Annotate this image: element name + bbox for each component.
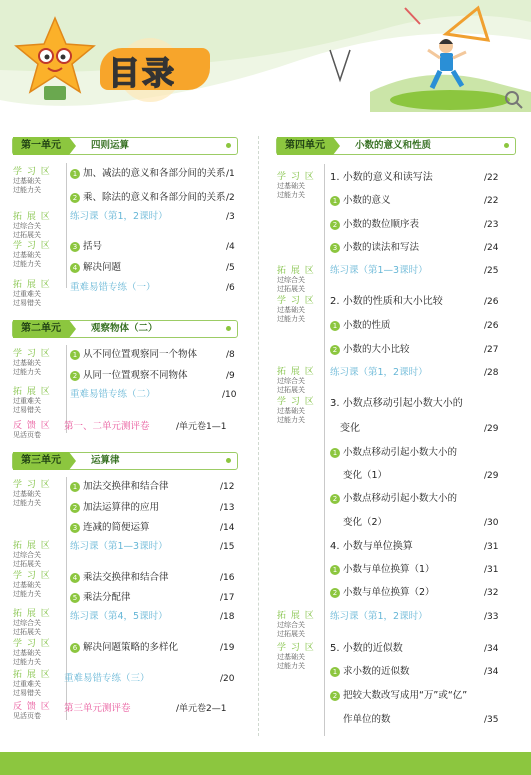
rule <box>324 164 325 736</box>
side-label: 学 习 区 <box>277 172 315 182</box>
side-label: 拓 展 区 <box>13 541 51 551</box>
page-number: /8 <box>226 350 235 360</box>
page-number: /33 <box>484 612 499 622</box>
page-number: /19 <box>220 643 235 653</box>
toc-item[interactable]: 2 把较大数改写成用“万”或“亿” <box>330 690 467 702</box>
toc-item[interactable]: 1 加法交换律和结合律 <box>70 481 169 493</box>
page-number: /29 <box>484 471 499 481</box>
toc-section[interactable]: 5. 小数的近似数 <box>330 643 403 654</box>
page-number: /3 <box>226 212 235 222</box>
page-number: /9 <box>226 371 235 381</box>
page-number: /13 <box>220 503 235 513</box>
side-label: 学 习 区 <box>13 241 51 251</box>
side-label: 学 习 区 <box>13 349 51 359</box>
page-number: /1 <box>226 169 235 179</box>
side-label: 拓 展 区 <box>13 212 51 222</box>
page-number: /32 <box>484 588 499 598</box>
page-number: /5 <box>226 263 235 273</box>
page-number: /28 <box>484 368 499 378</box>
side-sub: 过拓展关 <box>277 386 305 394</box>
unit-4-tag: 第四单元 <box>277 137 333 155</box>
toc-item[interactable]: 2 小数的数位顺序表 <box>330 219 419 231</box>
side-label: 拓 展 区 <box>277 611 315 621</box>
toc-item[interactable]: 第三单元测评卷 <box>64 703 131 714</box>
toc-section[interactable]: 2. 小数的性质和大小比较 <box>330 296 443 307</box>
svg-text:2: 2 <box>490 73 496 83</box>
page-number: /22 <box>484 196 499 206</box>
page-number: /31 <box>484 565 499 575</box>
page-number: /10 <box>222 390 237 400</box>
side-sub: 过综合关 <box>13 222 41 230</box>
unit-1-name: 四则运算 <box>91 140 130 151</box>
unit-3-name: 运算律 <box>91 455 120 466</box>
toc-item[interactable]: 3 连减的简便运算 <box>70 522 150 534</box>
side-sub: 过重难关 <box>13 680 41 688</box>
toc-item-cont[interactable]: 变化（1） <box>343 470 388 481</box>
page-number: /27 <box>484 345 499 355</box>
side-label: 学 习 区 <box>13 480 51 490</box>
side-sub: 过综合关 <box>277 621 305 629</box>
side-sub: 过基础关 <box>13 581 41 589</box>
side-sub: 过拓展关 <box>13 231 41 239</box>
page-number: /29 <box>484 424 499 434</box>
unit-2-header <box>12 320 238 338</box>
toc-item[interactable]: 2 小数的大小比较 <box>330 344 410 356</box>
toc-item[interactable]: 重难易错专练（一） <box>70 282 156 293</box>
side-sub: 过拓展关 <box>13 628 41 636</box>
page-number: /14 <box>220 523 235 533</box>
unit-2-tag: 第二单元 <box>13 320 69 338</box>
side-label: 学 习 区 <box>277 397 315 407</box>
page-number: /23 <box>484 220 499 230</box>
unit-4-name: 小数的意义和性质 <box>355 140 432 151</box>
toc-item[interactable]: 练习课（第1—3课时） <box>330 265 428 276</box>
unit-1-header <box>12 137 238 155</box>
toc-item[interactable]: 2 加法运算律的应用 <box>70 502 159 514</box>
rule <box>66 345 67 433</box>
side-sub: 过易错关 <box>13 689 41 697</box>
side-sub: 过基础关 <box>277 407 305 415</box>
toc-item[interactable]: 第一、二单元测评卷 <box>64 421 150 432</box>
page-title: 目录 <box>108 54 177 92</box>
side-sub: 见活页卷 <box>13 712 41 720</box>
side-label: 拓 展 区 <box>13 609 51 619</box>
page-number: /6 <box>226 283 235 293</box>
footer-band <box>0 752 531 775</box>
toc-section[interactable]: 3. 小数点移动引起小数大小的 <box>330 398 463 409</box>
page-number: /16 <box>220 573 235 583</box>
toc-item[interactable]: 1 小数的性质 <box>330 320 391 332</box>
side-sub: 过拓展关 <box>13 560 41 568</box>
unit-3-tag: 第三单元 <box>13 452 69 470</box>
side-sub: 过重难关 <box>13 397 41 405</box>
toc-item[interactable]: 2 从同一位置观察不同物体 <box>70 370 188 382</box>
page-number: /2 <box>226 193 235 203</box>
side-sub: 过能力关 <box>13 658 41 666</box>
side-sub: 过基础关 <box>277 653 305 661</box>
toc-item-cont[interactable]: 变化（2） <box>343 517 388 528</box>
side-sub: 过基础关 <box>13 359 41 367</box>
side-sub: 过综合关 <box>277 276 305 284</box>
side-label: 拓 展 区 <box>13 387 51 397</box>
side-sub: 过基础关 <box>277 182 305 190</box>
toc-item[interactable]: 练习课（第1，2课时） <box>330 611 428 622</box>
page-number: /25 <box>484 266 499 276</box>
toc-item[interactable]: 5 乘法分配律 <box>70 592 131 604</box>
unit-3-header <box>12 452 238 470</box>
toc-section-cont[interactable]: 变化 <box>340 423 360 434</box>
side-sub: 过综合关 <box>277 377 305 385</box>
toc-item[interactable]: 1 小数与单位换算（1） <box>330 564 435 576</box>
unit-2-name: 观察物体（二） <box>91 323 158 334</box>
toc-section[interactable]: 4. 小数与单位换算 <box>330 541 413 552</box>
side-sub: 过能力关 <box>277 416 305 424</box>
toc-item[interactable]: 1 求小数的近似数 <box>330 666 410 678</box>
toc-item[interactable]: 1 加、减法的意义和各部分间的关系 <box>70 168 226 180</box>
side-sub: 过能力关 <box>13 590 41 598</box>
page-number: /35 <box>484 715 499 725</box>
page-number: /15 <box>220 542 235 552</box>
side-sub: 过综合关 <box>13 619 41 627</box>
page-number: /12 <box>220 482 235 492</box>
side-label: 学 习 区 <box>13 167 51 177</box>
page-number: /26 <box>484 297 499 307</box>
toc-item[interactable]: 1 小数点移动引起小数大小的 <box>330 447 457 459</box>
side-sub: 见活页卷 <box>13 431 41 439</box>
toc-item[interactable]: 重难易错专练（三） <box>64 673 150 684</box>
toc-item[interactable]: 重难易错专练（二） <box>70 389 156 400</box>
side-sub: 过能力关 <box>277 315 305 323</box>
page-number: /31 <box>484 542 499 552</box>
side-label: 学 习 区 <box>13 571 51 581</box>
toc-item[interactable]: 练习课（第1，2课时） <box>70 211 168 222</box>
side-sub: 过易错关 <box>13 299 41 307</box>
bullet-dot-icon <box>226 143 231 148</box>
side-sub: 过基础关 <box>277 306 305 314</box>
page-number: /34 <box>484 644 499 654</box>
page-number: /34 <box>484 667 499 677</box>
toc-item[interactable]: 4 解决问题 <box>70 262 121 274</box>
side-sub: 过拓展关 <box>277 285 305 293</box>
page-number: /24 <box>484 243 499 253</box>
page-number: /26 <box>484 321 499 331</box>
side-sub: 过基础关 <box>13 177 41 185</box>
toc-item[interactable]: 1 从不同位置观察同一个物体 <box>70 349 197 361</box>
bullet-dot-icon <box>226 458 231 463</box>
toc-item[interactable]: 练习课（第1，2课时） <box>330 367 428 378</box>
side-sub: 过重难关 <box>13 290 41 298</box>
side-label: 拓 展 区 <box>13 280 51 290</box>
toc-item[interactable]: 2 小数点移动引起小数大小的 <box>330 493 457 505</box>
side-label: 学 习 区 <box>277 643 315 653</box>
side-sub: 过能力关 <box>13 368 41 376</box>
page-number: /30 <box>484 518 499 528</box>
side-sub: 过能力关 <box>277 191 305 199</box>
side-label: 学 习 区 <box>277 296 315 306</box>
toc-item[interactable]: 3 括号 <box>70 241 102 253</box>
side-label: 拓 展 区 <box>277 266 315 276</box>
side-label: 学 习 区 <box>13 639 51 649</box>
page-number: /22 <box>484 173 499 183</box>
toc-item[interactable]: 练习课（第4，5课时） <box>70 611 168 622</box>
page-number: /18 <box>220 612 235 622</box>
toc-item[interactable]: 2 乘、除法的意义和各部分间的关系 <box>70 192 226 204</box>
side-sub: 过基础关 <box>13 251 41 259</box>
page-number: /17 <box>220 593 235 603</box>
side-label: 拓 展 区 <box>13 670 51 680</box>
side-sub: 过易错关 <box>13 406 41 414</box>
bullet-dot-icon <box>226 326 231 331</box>
side-sub: 过基础关 <box>13 649 41 657</box>
unit-4-header <box>276 137 516 155</box>
side-sub: 过能力关 <box>13 260 41 268</box>
side-sub: 过能力关 <box>13 499 41 507</box>
bullet-dot-icon <box>504 143 509 148</box>
unit-1-tag: 第一单元 <box>13 137 69 155</box>
side-sub: 过能力关 <box>13 186 41 194</box>
toc-item[interactable]: 2 小数与单位换算（2） <box>330 587 435 599</box>
toc-item[interactable]: 1 小数的意义 <box>330 195 391 207</box>
page-number: /单元卷1—1 <box>176 422 227 432</box>
page-number: /20 <box>220 674 235 684</box>
side-sub: 过基础关 <box>13 490 41 498</box>
page-number: /4 <box>226 242 235 252</box>
side-sub: 过拓展关 <box>277 630 305 638</box>
rule <box>66 163 67 288</box>
side-sub: 过综合关 <box>13 551 41 559</box>
column-divider <box>258 136 259 736</box>
toc-item[interactable]: 练习课（第1—3课时） <box>70 541 168 552</box>
side-sub: 过能力关 <box>277 662 305 670</box>
side-label: 拓 展 区 <box>277 367 315 377</box>
side-label: 反 馈 区 <box>13 702 51 712</box>
page-title-badge <box>100 48 210 90</box>
toc-item-cont[interactable]: 作单位的数 <box>343 714 391 725</box>
page-number: /单元卷2—1 <box>176 704 227 714</box>
side-label: 反 馈 区 <box>13 421 51 431</box>
toc-item[interactable]: 6 解决问题策略的多样化 <box>70 642 178 654</box>
toc-item[interactable]: 3 小数的读法和写法 <box>330 242 419 254</box>
toc-section[interactable]: 1. 小数的意义和读写法 <box>330 172 433 183</box>
header-illustration <box>0 0 531 132</box>
toc-item[interactable]: 4 乘法交换律和结合律 <box>70 572 169 584</box>
